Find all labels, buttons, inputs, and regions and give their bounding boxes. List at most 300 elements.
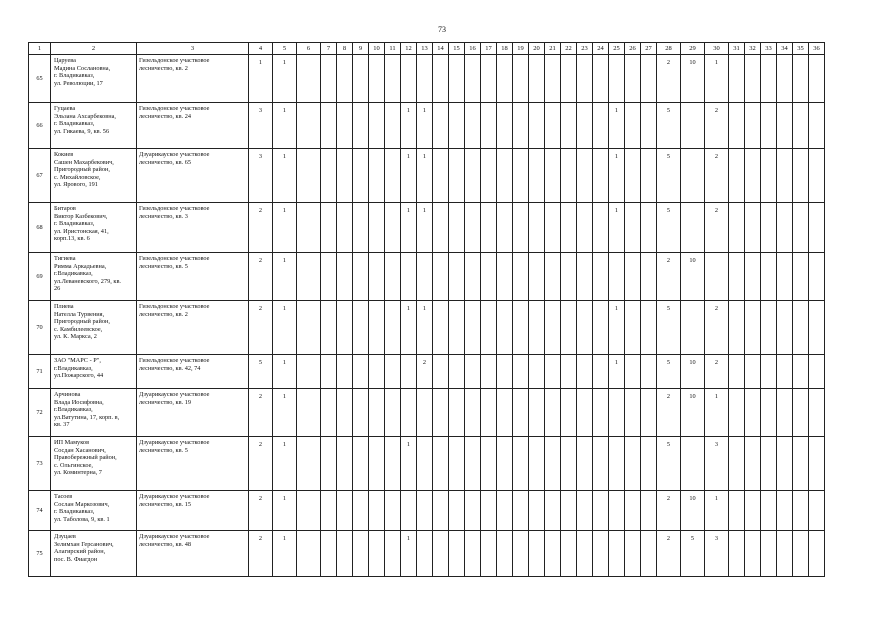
value-cell-col-36: [809, 491, 825, 531]
applicant-cell: [51, 149, 137, 203]
value-cell-col-31: [729, 253, 745, 301]
value-cell-col-11: [385, 437, 401, 491]
value-cell-col-19: [513, 437, 529, 491]
value-cell-col-6: [297, 103, 321, 149]
value-cell-col-36: [809, 531, 825, 577]
forestry-location-cell: [137, 203, 249, 253]
value-cell-col-27: [641, 389, 657, 437]
value-cell-col-36: [809, 149, 825, 203]
applicant-line: ул.Леваневского, 279, кв.: [54, 277, 122, 285]
value-cell-col-23: [577, 203, 593, 253]
location-line: Гизельдонское участковое: [139, 205, 210, 212]
location-line: Дзуарикауское участковое: [139, 439, 210, 446]
value-cell-col-22: [561, 355, 577, 389]
value-cell-col-35: [793, 355, 809, 389]
value-cell-col-19: [513, 301, 529, 355]
forestry-location-cell: [137, 437, 249, 491]
value-cell-col-19: [513, 253, 529, 301]
value-cell-col-9: [353, 301, 369, 355]
value-cell-col-31: [729, 103, 745, 149]
applicant-line: Пригородный район,: [54, 318, 110, 326]
value-cell-col-24: [593, 253, 609, 301]
value-cell-col-5: 1: [273, 55, 297, 103]
value-cell-col-26: [625, 253, 641, 301]
value-cell-col-9: [353, 203, 369, 253]
value-cell-col-13: 1: [417, 203, 433, 253]
value-cell-col-6: [297, 149, 321, 203]
value-cell-col-4: 2: [249, 253, 273, 301]
value-cell-col-31: [729, 55, 745, 103]
value-cell-col-30: 2: [705, 203, 729, 253]
value-cell-col-13: [417, 491, 433, 531]
value-cell-col-18: [497, 203, 513, 253]
value-cell-col-12: 1: [401, 301, 417, 355]
value-cell-col-9: [353, 491, 369, 531]
value-cell-col-9: [353, 531, 369, 577]
value-cell-col-24: [593, 55, 609, 103]
applicant-line: г. Владикавказ,: [54, 120, 95, 128]
forestry-location-cell: [137, 103, 249, 149]
value-cell-col-31: [729, 437, 745, 491]
applicant-line: г. Владикавказ,: [54, 220, 95, 228]
applicant-line: Виктор Казбекович,: [54, 212, 108, 220]
applicant-line: Дзуцаев: [54, 533, 76, 540]
value-cell-col-25: [609, 437, 625, 491]
applicant-cell: [51, 491, 137, 531]
value-cell-col-29: 5: [681, 531, 705, 577]
applicant-line: ул. Таболова, 9, кв. 1: [54, 515, 110, 523]
applicant-line: Гуцаева: [54, 105, 76, 112]
value-cell-col-26: [625, 55, 641, 103]
value-cell-col-22: [561, 301, 577, 355]
value-cell-col-26: [625, 301, 641, 355]
value-cell-col-13: [417, 55, 433, 103]
value-cell-col-15: [449, 355, 465, 389]
applicant-line: ул. Иристонская, 41,: [54, 227, 109, 235]
value-cell-col-11: [385, 55, 401, 103]
value-cell-col-21: [545, 437, 561, 491]
column-number-24: 24: [593, 43, 609, 55]
value-cell-col-31: [729, 203, 745, 253]
column-number-12: 12: [401, 43, 417, 55]
value-cell-col-4: 2: [249, 491, 273, 531]
applicant-line: г.Владикавказ,: [54, 406, 93, 414]
value-cell-col-36: [809, 103, 825, 149]
value-cell-col-14: [433, 253, 449, 301]
value-cell-col-22: [561, 389, 577, 437]
value-cell-col-23: [577, 355, 593, 389]
table-row: [29, 149, 825, 203]
value-cell-col-22: [561, 103, 577, 149]
value-cell-col-17: [481, 301, 497, 355]
value-cell-col-6: [297, 355, 321, 389]
value-cell-col-25: 1: [609, 103, 625, 149]
value-cell-col-33: [761, 103, 777, 149]
value-cell-col-9: [353, 253, 369, 301]
value-cell-col-18: [497, 149, 513, 203]
value-cell-col-30: 2: [705, 301, 729, 355]
column-number-16: 16: [465, 43, 481, 55]
value-cell-col-16: [465, 531, 481, 577]
column-number-28: 28: [657, 43, 681, 55]
value-cell-col-9: [353, 437, 369, 491]
forestry-location-cell: [137, 253, 249, 301]
table-row: [29, 55, 825, 103]
value-cell-col-34: [777, 389, 793, 437]
value-cell-col-25: [609, 491, 625, 531]
row-number: 69: [29, 253, 51, 301]
value-cell-col-13: 1: [417, 149, 433, 203]
value-cell-col-23: [577, 55, 593, 103]
applicant-line: Правобережный район,: [54, 454, 117, 462]
value-cell-col-36: [809, 253, 825, 301]
value-cell-col-36: [809, 55, 825, 103]
value-cell-col-26: [625, 149, 641, 203]
applicant-line: Пригородный район,: [54, 166, 110, 174]
applicant-line: Арчинова: [54, 391, 81, 398]
value-cell-col-26: [625, 531, 641, 577]
value-cell-col-23: [577, 103, 593, 149]
value-cell-col-32: [745, 301, 761, 355]
value-cell-col-7: [321, 355, 337, 389]
applicant-line: пос. В. Фиагдон: [54, 555, 98, 563]
table-row: [29, 491, 825, 531]
value-cell-col-17: [481, 103, 497, 149]
row-number: 74: [29, 491, 51, 531]
value-cell-col-21: [545, 55, 561, 103]
value-cell-col-6: [297, 491, 321, 531]
value-cell-col-23: [577, 491, 593, 531]
location-line: лесничество, кв. 2: [139, 64, 188, 72]
value-cell-col-34: [777, 203, 793, 253]
value-cell-col-25: [609, 389, 625, 437]
forestry-location-cell: [137, 301, 249, 355]
value-cell-col-22: [561, 531, 577, 577]
location-line: Гизельдонское участковое: [139, 255, 210, 262]
value-cell-col-27: [641, 253, 657, 301]
value-cell-col-21: [545, 203, 561, 253]
location-line: Дзуарикауское участковое: [139, 533, 210, 540]
value-cell-col-26: [625, 491, 641, 531]
applicant-line: ЗАО "МАРС - Р",: [54, 357, 101, 364]
value-cell-col-35: [793, 437, 809, 491]
value-cell-col-35: [793, 55, 809, 103]
column-number-13: 13: [417, 43, 433, 55]
value-cell-col-20: [529, 103, 545, 149]
value-cell-col-11: [385, 531, 401, 577]
column-number-17: 17: [481, 43, 497, 55]
value-cell-col-20: [529, 389, 545, 437]
column-number-23: 23: [577, 43, 593, 55]
location-line: лесничество, кв. 3: [139, 212, 188, 220]
value-cell-col-7: [321, 491, 337, 531]
applicant-line: ул. Коминтерна, 7: [54, 469, 102, 477]
value-cell-col-19: [513, 149, 529, 203]
value-cell-col-13: [417, 253, 433, 301]
applicant-line: ул. К. Маркса, 2: [54, 333, 97, 341]
value-cell-col-20: [529, 149, 545, 203]
value-cell-col-33: [761, 301, 777, 355]
location-line: Дзуарикауское участковое: [139, 391, 210, 398]
value-cell-col-29: 10: [681, 491, 705, 531]
value-cell-col-36: [809, 203, 825, 253]
value-cell-col-36: [809, 301, 825, 355]
value-cell-col-29: 10: [681, 389, 705, 437]
value-cell-col-10: [369, 103, 385, 149]
location-line: лесничество, кв. 19: [139, 398, 191, 406]
applicant-line: Тигиева: [54, 255, 76, 262]
value-cell-col-22: [561, 149, 577, 203]
column-number-32: 32: [745, 43, 761, 55]
value-cell-col-28: 5: [657, 149, 681, 203]
value-cell-col-11: [385, 491, 401, 531]
applicant-line: ул. Ярового, 191: [54, 181, 98, 189]
value-cell-col-14: [433, 301, 449, 355]
value-cell-col-29: 10: [681, 355, 705, 389]
column-number-18: 18: [497, 43, 513, 55]
location-line: лесничество, кв. 24: [139, 112, 191, 120]
value-cell-col-24: [593, 203, 609, 253]
column-number-3: 3: [137, 43, 249, 55]
value-cell-col-18: [497, 253, 513, 301]
value-cell-col-5: 1: [273, 531, 297, 577]
value-cell-col-8: [337, 149, 353, 203]
applicant-line: ул.Ватутина, 17, корп. в,: [54, 413, 120, 421]
column-number-30: 30: [705, 43, 729, 55]
applicant-cell: [51, 531, 137, 577]
value-cell-col-30: 1: [705, 389, 729, 437]
value-cell-col-33: [761, 203, 777, 253]
value-cell-col-13: 2: [417, 355, 433, 389]
value-cell-col-8: [337, 437, 353, 491]
location-line: Гизельдонское участковое: [139, 303, 210, 310]
value-cell-col-21: [545, 531, 561, 577]
page-number: 73: [438, 25, 446, 34]
applicant-line: г.Владикавказ,: [54, 270, 93, 278]
value-cell-col-21: [545, 389, 561, 437]
value-cell-col-31: [729, 301, 745, 355]
applicant-line: г.Владикавказ,: [54, 364, 93, 372]
applicant-line: Нателла Турвения,: [54, 310, 105, 318]
value-cell-col-34: [777, 253, 793, 301]
value-cell-col-8: [337, 55, 353, 103]
value-cell-col-7: [321, 253, 337, 301]
column-number-34: 34: [777, 43, 793, 55]
value-cell-col-25: 1: [609, 355, 625, 389]
value-cell-col-22: [561, 437, 577, 491]
value-cell-col-9: [353, 55, 369, 103]
applicant-line: ул.Пожарского, 44: [54, 372, 104, 380]
value-cell-col-17: [481, 531, 497, 577]
value-cell-col-24: [593, 301, 609, 355]
applicant-line: Сосдан Хасанович,: [54, 446, 106, 454]
value-cell-col-7: [321, 437, 337, 491]
value-cell-col-29: 10: [681, 253, 705, 301]
value-cell-col-6: [297, 301, 321, 355]
value-cell-col-35: [793, 301, 809, 355]
value-cell-col-16: [465, 301, 481, 355]
value-cell-col-32: [745, 437, 761, 491]
value-cell-col-19: [513, 491, 529, 531]
applicant-line: Кокиев: [54, 151, 74, 158]
value-cell-col-8: [337, 355, 353, 389]
value-cell-col-28: 5: [657, 301, 681, 355]
value-cell-col-5: 1: [273, 253, 297, 301]
column-number-22: 22: [561, 43, 577, 55]
value-cell-col-27: [641, 149, 657, 203]
value-cell-col-9: [353, 355, 369, 389]
column-number-25: 25: [609, 43, 625, 55]
column-number-11: 11: [385, 43, 401, 55]
value-cell-col-19: [513, 389, 529, 437]
applicant-line: Сослан Маркозович,: [54, 500, 110, 508]
value-cell-col-6: [297, 55, 321, 103]
value-cell-col-23: [577, 437, 593, 491]
applicant-cell: [51, 389, 137, 437]
table-row: [29, 531, 825, 577]
value-cell-col-7: [321, 55, 337, 103]
applicant-cell: [51, 103, 137, 149]
value-cell-col-28: 2: [657, 55, 681, 103]
applicant-line: Плиева: [54, 303, 74, 310]
value-cell-col-27: [641, 203, 657, 253]
value-cell-col-11: [385, 149, 401, 203]
applicant-cell: [51, 301, 137, 355]
column-number-4: 4: [249, 43, 273, 55]
value-cell-col-25: 1: [609, 301, 625, 355]
value-cell-col-24: [593, 389, 609, 437]
value-cell-col-17: [481, 149, 497, 203]
value-cell-col-13: 1: [417, 103, 433, 149]
value-cell-col-15: [449, 103, 465, 149]
value-cell-col-29: [681, 203, 705, 253]
value-cell-col-32: [745, 531, 761, 577]
value-cell-col-6: [297, 437, 321, 491]
column-number-20: 20: [529, 43, 545, 55]
value-cell-col-22: [561, 55, 577, 103]
value-cell-col-8: [337, 253, 353, 301]
value-cell-col-14: [433, 437, 449, 491]
value-cell-col-35: [793, 389, 809, 437]
applicant-line: ИП Мамуков: [54, 439, 90, 446]
value-cell-col-35: [793, 203, 809, 253]
value-cell-col-15: [449, 491, 465, 531]
value-cell-col-5: 1: [273, 203, 297, 253]
applicant-line: Алагирский район,: [54, 548, 106, 556]
value-cell-col-26: [625, 103, 641, 149]
location-line: Гизельдонское участковое: [139, 357, 210, 364]
value-cell-col-34: [777, 531, 793, 577]
forestry-location-cell: [137, 389, 249, 437]
value-cell-col-12: 1: [401, 531, 417, 577]
value-cell-col-7: [321, 103, 337, 149]
applicant-line: Мадина Сослановна,: [54, 64, 111, 72]
value-cell-col-6: [297, 389, 321, 437]
column-number-14: 14: [433, 43, 449, 55]
value-cell-col-35: [793, 103, 809, 149]
value-cell-col-35: [793, 253, 809, 301]
applicant-line: г. Владикавказ,: [54, 72, 95, 80]
applicant-line: ул. Гикаева, 9, кв. 56: [54, 127, 110, 135]
value-cell-col-7: [321, 301, 337, 355]
value-cell-col-7: [321, 203, 337, 253]
value-cell-col-27: [641, 531, 657, 577]
value-cell-col-24: [593, 531, 609, 577]
value-cell-col-19: [513, 531, 529, 577]
value-cell-col-12: 1: [401, 103, 417, 149]
value-cell-col-15: [449, 55, 465, 103]
applicant-line: Римма Аркадьевна,: [54, 262, 107, 270]
value-cell-col-24: [593, 355, 609, 389]
value-cell-col-32: [745, 149, 761, 203]
value-cell-col-10: [369, 355, 385, 389]
value-cell-col-12: 1: [401, 203, 417, 253]
value-cell-col-15: [449, 389, 465, 437]
column-number-5: 5: [273, 43, 297, 55]
value-cell-col-12: 1: [401, 149, 417, 203]
value-cell-col-11: [385, 103, 401, 149]
value-cell-col-20: [529, 301, 545, 355]
value-cell-col-14: [433, 531, 449, 577]
location-line: лесничество, кв. 42, 74: [139, 364, 201, 372]
value-cell-col-21: [545, 253, 561, 301]
forestry-location-cell: [137, 355, 249, 389]
value-cell-col-13: [417, 531, 433, 577]
forestry-location-cell: [137, 491, 249, 531]
value-cell-col-30: 2: [705, 355, 729, 389]
forestry-location-cell: [137, 149, 249, 203]
value-cell-col-24: [593, 491, 609, 531]
location-line: Дзуарикауское участковое: [139, 151, 210, 158]
value-cell-col-16: [465, 253, 481, 301]
value-cell-col-10: [369, 301, 385, 355]
value-cell-col-32: [745, 491, 761, 531]
value-cell-col-25: 1: [609, 203, 625, 253]
value-cell-col-33: [761, 55, 777, 103]
value-cell-col-28: 2: [657, 531, 681, 577]
value-cell-col-11: [385, 253, 401, 301]
value-cell-col-14: [433, 491, 449, 531]
value-cell-col-28: 2: [657, 389, 681, 437]
value-cell-col-12: [401, 491, 417, 531]
value-cell-col-27: [641, 301, 657, 355]
value-cell-col-4: 2: [249, 203, 273, 253]
value-cell-col-30: 1: [705, 491, 729, 531]
value-cell-col-6: [297, 253, 321, 301]
value-cell-col-14: [433, 55, 449, 103]
applicant-line: Битаров: [54, 205, 76, 212]
header-row: [29, 43, 825, 55]
value-cell-col-4: 3: [249, 149, 273, 203]
value-cell-col-10: [369, 55, 385, 103]
value-cell-col-32: [745, 253, 761, 301]
value-cell-col-35: [793, 149, 809, 203]
value-cell-col-16: [465, 55, 481, 103]
value-cell-col-17: [481, 355, 497, 389]
value-cell-col-21: [545, 301, 561, 355]
value-cell-col-32: [745, 55, 761, 103]
value-cell-col-33: [761, 531, 777, 577]
row-number: 65: [29, 55, 51, 103]
value-cell-col-20: [529, 355, 545, 389]
value-cell-col-17: [481, 437, 497, 491]
value-cell-col-13: 1: [417, 301, 433, 355]
row-number: 66: [29, 103, 51, 149]
location-line: лесничество, кв. 5: [139, 446, 188, 454]
value-cell-col-26: [625, 437, 641, 491]
location-line: лесничество, кв. 2: [139, 310, 188, 318]
column-number-21: 21: [545, 43, 561, 55]
